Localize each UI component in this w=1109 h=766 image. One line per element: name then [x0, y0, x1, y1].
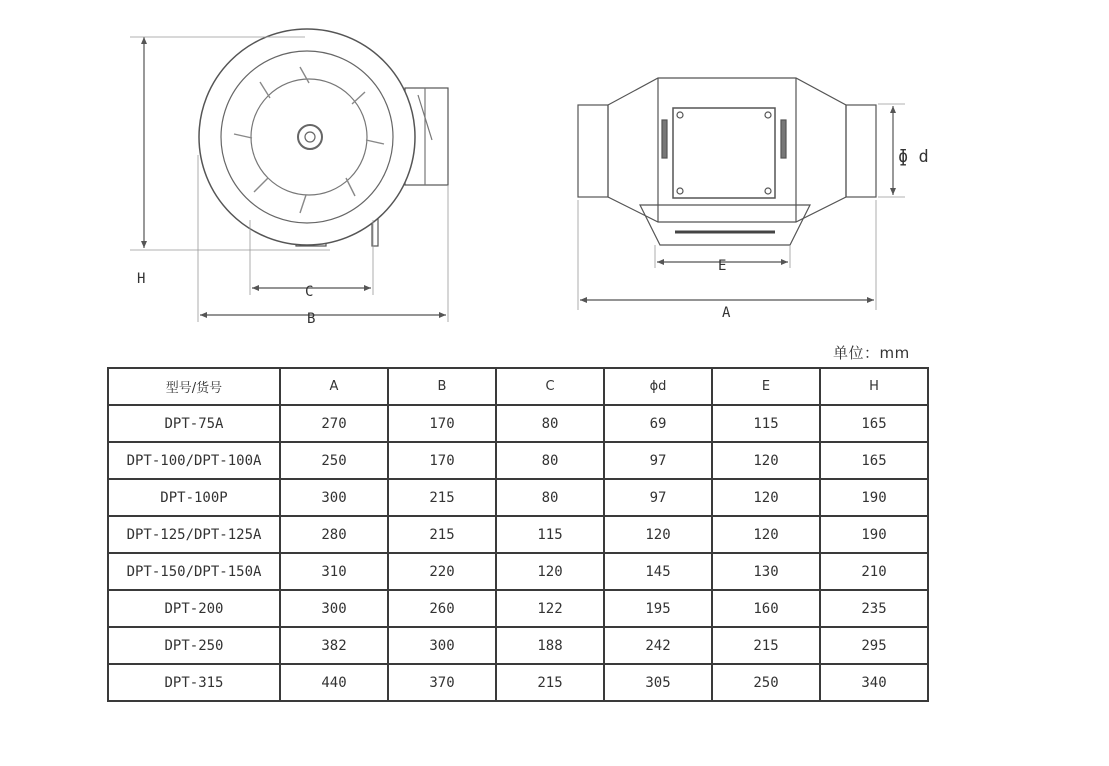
fan-housing: [199, 29, 415, 245]
cell-model: DPT-75A: [108, 405, 280, 442]
cell-h: 295: [820, 627, 928, 664]
table-row: [108, 516, 928, 553]
cell-d: 120: [604, 516, 712, 553]
dim-label-e: E: [718, 258, 727, 274]
cell-d: 69: [604, 405, 712, 442]
cell-b: 300: [388, 627, 496, 664]
dim-label-h: H: [137, 271, 146, 287]
cell-c: 80: [496, 442, 604, 479]
cell-e: 215: [712, 627, 820, 664]
cell-c: 188: [496, 627, 604, 664]
cell-h: 165: [820, 442, 928, 479]
cell-e: 120: [712, 442, 820, 479]
cell-model: DPT-315: [108, 664, 280, 701]
cell-c: 115: [496, 516, 604, 553]
table-row: [108, 590, 928, 627]
cell-c: 122: [496, 590, 604, 627]
mounting-base: [640, 205, 810, 245]
cell-a: 382: [280, 627, 388, 664]
dim-label-c: C: [305, 284, 314, 300]
cell-model: DPT-125/DPT-125A: [108, 516, 280, 553]
cell-d: 242: [604, 627, 712, 664]
table-row: [108, 442, 928, 479]
cell-model: DPT-200: [108, 590, 280, 627]
clamp-right: [781, 120, 786, 158]
cell-a: 270: [280, 405, 388, 442]
header-h: H: [820, 368, 928, 405]
cell-d: 145: [604, 553, 712, 590]
cell-a: 300: [280, 590, 388, 627]
junction-box: [673, 108, 775, 198]
cell-b: 170: [388, 405, 496, 442]
cell-h: 235: [820, 590, 928, 627]
cell-e: 120: [712, 479, 820, 516]
cell-a: 250: [280, 442, 388, 479]
cell-c: 215: [496, 664, 604, 701]
dim-label-b: B: [307, 311, 316, 327]
cell-model: DPT-250: [108, 627, 280, 664]
cell-c: 80: [496, 405, 604, 442]
cell-d: 195: [604, 590, 712, 627]
cell-h: 210: [820, 553, 928, 590]
cell-d: 97: [604, 479, 712, 516]
technical-drawings: [0, 0, 1109, 340]
dim-label-d: ɸ d: [898, 147, 929, 167]
side-view: [578, 78, 905, 310]
table-row: [108, 405, 928, 442]
dim-label-a: A: [722, 305, 731, 321]
table-row: [108, 664, 928, 701]
cell-e: 115: [712, 405, 820, 442]
cell-e: 130: [712, 553, 820, 590]
cell-h: 190: [820, 479, 928, 516]
header-b: B: [388, 368, 496, 405]
cell-d: 305: [604, 664, 712, 701]
cell-h: 340: [820, 664, 928, 701]
dimension-table: [107, 367, 929, 702]
cell-a: 440: [280, 664, 388, 701]
header-c: C: [496, 368, 604, 405]
cell-e: 120: [712, 516, 820, 553]
cell-model: DPT-100P: [108, 479, 280, 516]
table-header-row: [108, 368, 928, 405]
cell-model: DPT-100/DPT-100A: [108, 442, 280, 479]
header-a: A: [280, 368, 388, 405]
cell-h: 190: [820, 516, 928, 553]
cell-b: 370: [388, 664, 496, 701]
header-d: ɸd: [604, 368, 712, 405]
table-row: [108, 553, 928, 590]
header-model: 型号/货号: [108, 368, 280, 405]
cell-model: DPT-150/DPT-150A: [108, 553, 280, 590]
cell-b: 260: [388, 590, 496, 627]
cell-a: 300: [280, 479, 388, 516]
cell-a: 280: [280, 516, 388, 553]
table-row: [108, 479, 928, 516]
clamp-left: [662, 120, 667, 158]
cell-b: 170: [388, 442, 496, 479]
side-outlet-collar: [846, 105, 876, 197]
cell-a: 310: [280, 553, 388, 590]
side-inlet-collar: [578, 105, 608, 197]
cell-h: 165: [820, 405, 928, 442]
cell-c: 120: [496, 553, 604, 590]
cell-c: 80: [496, 479, 604, 516]
cell-d: 97: [604, 442, 712, 479]
table-row: [108, 627, 928, 664]
unit-label: 单位：mm: [833, 344, 910, 362]
cell-b: 215: [388, 479, 496, 516]
cell-b: 215: [388, 516, 496, 553]
header-e: E: [712, 368, 820, 405]
cell-b: 220: [388, 553, 496, 590]
cell-e: 160: [712, 590, 820, 627]
front-view: [130, 29, 448, 322]
cell-e: 250: [712, 664, 820, 701]
side-shell: [608, 78, 846, 222]
